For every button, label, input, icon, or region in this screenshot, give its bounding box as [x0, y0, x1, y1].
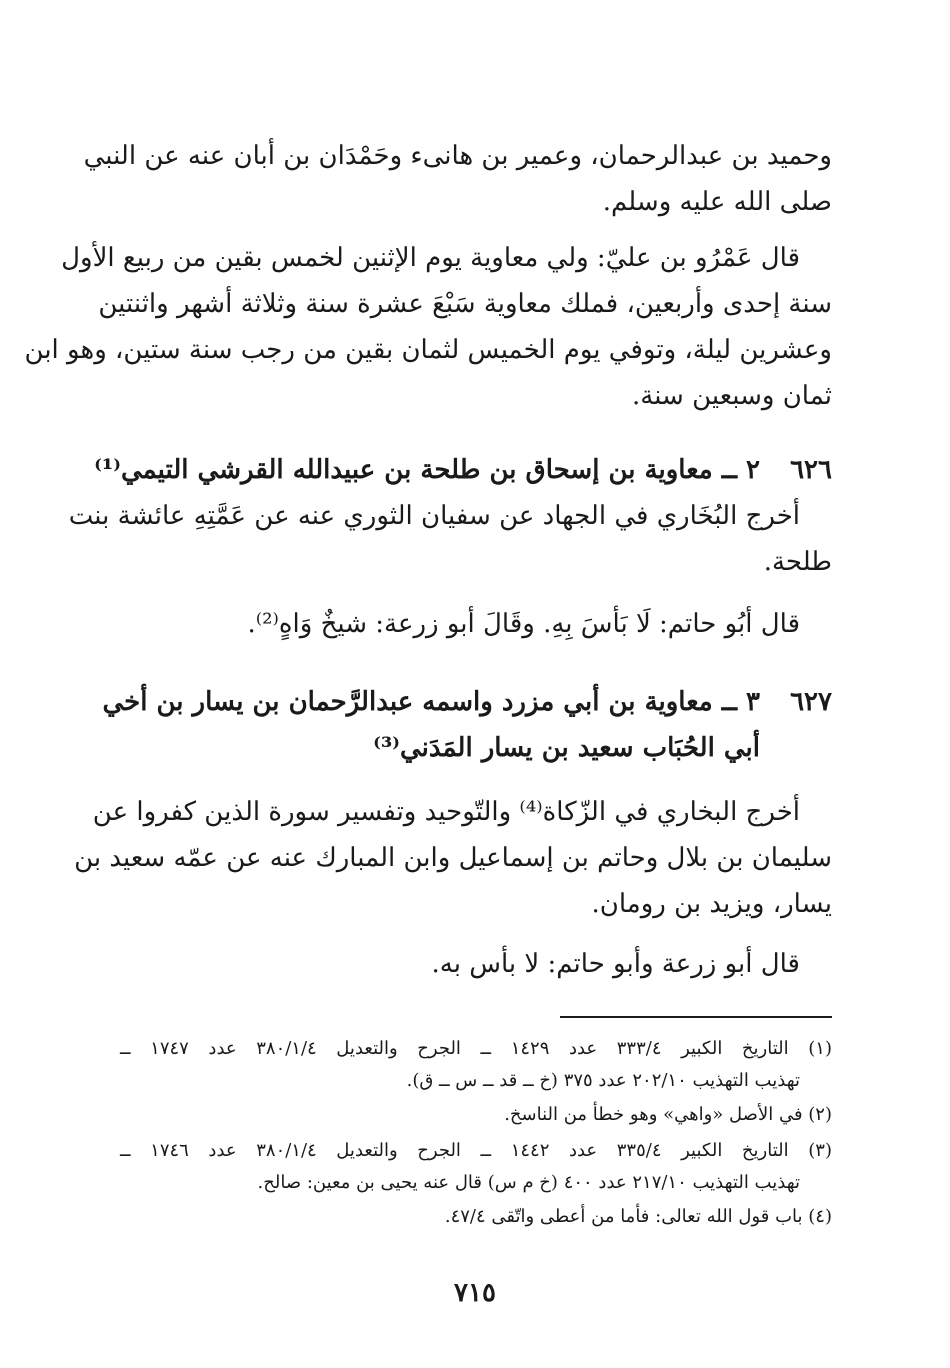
page-number: ٧١٥	[454, 1278, 496, 1308]
text-line: صلى الله عليه وسلم.	[602, 187, 832, 217]
text-line: قال عَمْرُو بن عليّ: ولي معاوية يوم الإثنين لخمس بقين من ربيع الأول	[61, 243, 800, 273]
text-line: طلحة.	[763, 547, 832, 577]
quote-line: قال أبُو حاتم: لَا بَأسَ بِهِ. وقَالَ أبو زرعة: شيخٌ وَاهٍ⁽²⁾.	[247, 609, 800, 639]
text-line: سنة إحدى وأربعين، فملك معاوية سَبْعَ عشرة سنة وثلاثة أشهر واثنتين	[98, 289, 832, 319]
footnote-line: تهذيب التهذيب ٢٠٢/١٠ عدد ٣٧٥ (خ ــ قد ــ س ــ ق).	[406, 1070, 800, 1091]
footnote-line: (٤) باب قول الله تعالى: فأما من أعطى واتّقى ٤٧/٤.	[444, 1206, 832, 1227]
text-line: وعشرين ليلة، وتوفي يوم الخميس لثمان بقين من رجب سنة ستين، وهو ابن	[24, 335, 832, 365]
footnote-line: (٣) التاريخ الكبير ٣٣٥/٤ عدد ١٤٤٢ ــ الجرح والتعديل ٣٨٠/١/٤ عدد ١٧٤٦ ــ	[120, 1140, 832, 1161]
entry-heading: ٣ ــ معاوية بن أبي مزرد واسمه عبدالرَّحمان بن يسار بن أخي	[102, 687, 760, 717]
text-line: وحميد بن عبدالرحمان، وعمير بن هانىء وحَمْدَان بن أبان عنه عن النبي	[83, 141, 832, 171]
text-line: ثمان وسبعين سنة.	[631, 381, 832, 411]
quote-line: قال أبو زرعة وأبو حاتم: لا بأس به.	[431, 949, 800, 979]
text-line: أخرج البُخَاري في الجهاد عن سفيان الثوري عنه عن عَمَّتِهِ عائشة بنت	[68, 501, 800, 531]
text-line: سليمان بن بلال وحاتم بن إسماعيل وابن المبارك عنه عن عمّه سعيد بن	[74, 843, 832, 873]
text-line: يسار، ويزيد بن رومان.	[591, 889, 832, 919]
footnote-line: تهذيب التهذيب ٢١٧/١٠ عدد ٤٠٠ (خ م س) قال عنه يحيى بن معين: صالح.	[257, 1172, 800, 1193]
footnote-separator	[560, 1016, 832, 1018]
entry-number: ٦٢٧	[790, 687, 832, 717]
footnote-line: (٢) في الأصل «واهي» وهو خطأ من الناسخ.	[504, 1104, 832, 1125]
entry-heading: ٢ ــ معاوية بن إسحاق بن طلحة بن عبيدالله القرشي التيمي⁽¹⁾	[94, 455, 760, 485]
footnote-line: (١) التاريخ الكبير ٣٣٣/٤ عدد ١٤٢٩ ــ الجرح والتعديل ٣٨٠/١/٤ عدد ١٧٤٧ ــ	[120, 1038, 832, 1059]
text-line: أخرج البخاري في الزّكاة⁽⁴⁾ والتّوحيد وتفسير سورة الذين كفروا عن	[92, 797, 800, 827]
entry-heading: أبي الحُبَاب سعيد بن يسار المَدَني⁽³⁾	[373, 733, 760, 763]
entry-number: ٦٢٦	[790, 455, 832, 485]
